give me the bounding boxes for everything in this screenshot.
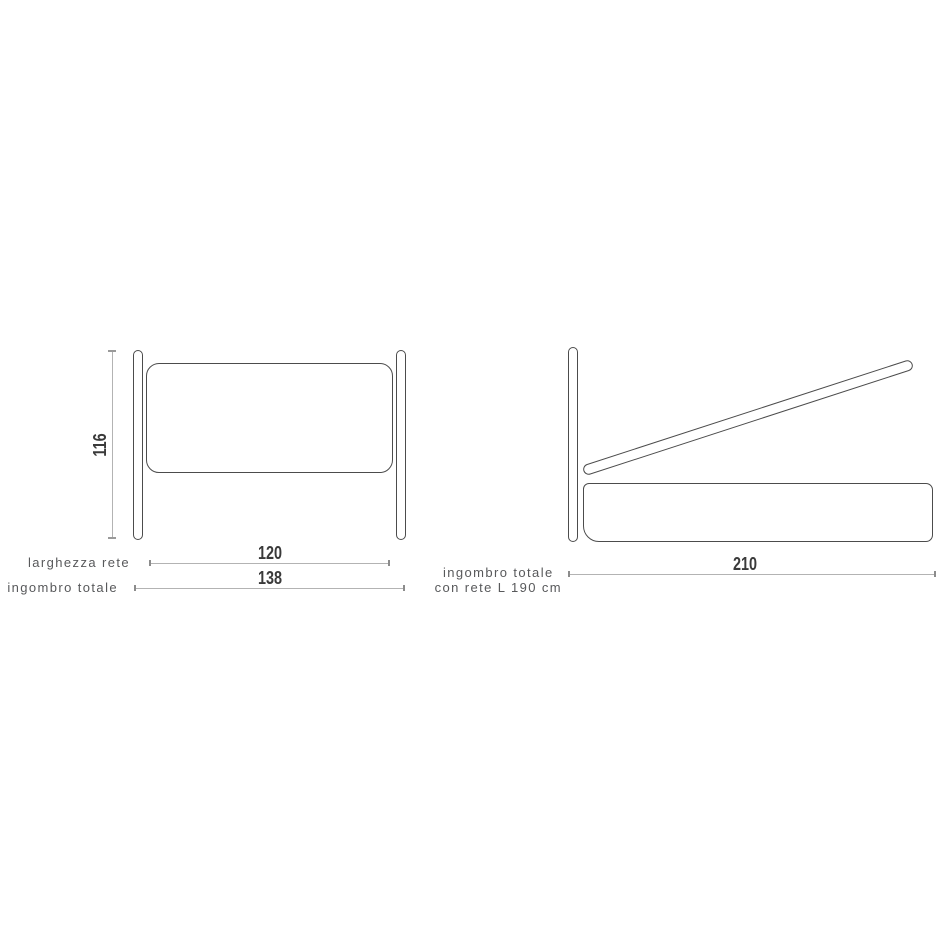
height-dimension-line — [112, 351, 113, 538]
height-dimension-value: 116 — [90, 433, 110, 457]
net-width-tick-right — [388, 560, 390, 566]
total-length-tick-left — [568, 571, 570, 577]
net-width-tick-left — [149, 560, 151, 566]
total-width-caption: ingombro totale — [7, 580, 118, 595]
total-width-value: 138 — [257, 568, 283, 588]
net-width-value: 120 — [257, 543, 283, 563]
side-bed-base — [583, 483, 933, 542]
total-width-dimension-line — [135, 588, 405, 589]
net-width-caption: larghezza rete — [28, 555, 130, 570]
total-length-caption — [435, 565, 562, 595]
front-right-post — [396, 350, 406, 540]
side-open-lid — [582, 359, 914, 476]
total-length-caption-line1: ingombro totale — [443, 565, 554, 580]
total-width-tick-left — [134, 585, 136, 591]
total-length-value: 210 — [732, 554, 758, 574]
total-length-caption-line2: con rete L 190 cm — [434, 580, 562, 595]
front-headboard-panel — [146, 363, 393, 473]
total-width-tick-right — [403, 585, 405, 591]
front-left-post — [133, 350, 143, 540]
total-length-dimension-line — [569, 574, 936, 575]
height-dimension-tick-bottom — [108, 537, 116, 539]
net-width-dimension-line — [150, 563, 390, 564]
side-headboard-post — [568, 347, 578, 542]
height-dimension-tick-top — [108, 350, 116, 352]
total-length-tick-right — [934, 571, 936, 577]
